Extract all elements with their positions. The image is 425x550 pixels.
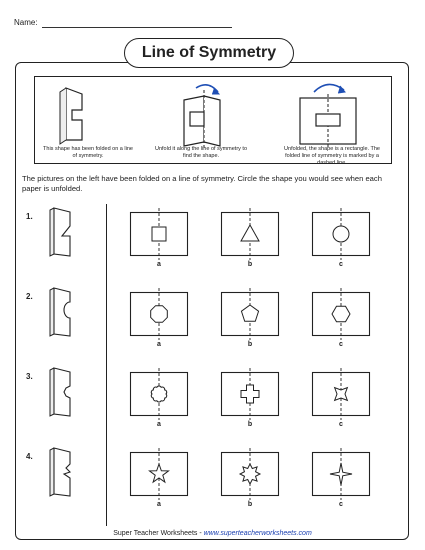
option-label-a: a: [157, 421, 161, 428]
example-caption-1: This shape has been folded on a line of symmetry.: [43, 146, 133, 159]
footer-text: Super Teacher Worksheets -: [113, 530, 204, 537]
folded-paper-icon: [44, 206, 74, 258]
hexagon-shape: [332, 306, 350, 322]
example-caption-3: Unfolded, the shape is a rectangle. The folded line of symmetry is marked by a dashed line.: [284, 146, 380, 166]
option-label-a: a: [157, 261, 161, 268]
option-label-b: b: [247, 501, 253, 508]
option-b[interactable]: [221, 452, 279, 496]
option-label-c: c: [339, 341, 343, 348]
option-label-a: a: [157, 501, 161, 508]
option-a[interactable]: [130, 372, 188, 416]
question-number: 2.: [26, 292, 33, 301]
folded-shape-icon: [58, 84, 98, 148]
folded-paper-icon: [44, 286, 74, 338]
option-label-c: c: [339, 421, 343, 428]
option-label-c: c: [339, 501, 343, 508]
scalloped-circle-shape: [151, 386, 166, 402]
option-c[interactable]: [312, 372, 370, 416]
column-divider: [106, 204, 107, 526]
option-a[interactable]: [130, 452, 188, 496]
option-label-c: c: [339, 261, 343, 268]
folded-paper-icon: [44, 446, 74, 498]
name-field-line[interactable]: [42, 27, 232, 28]
footer: [0, 530, 425, 537]
notched-cross-shape: [335, 388, 348, 401]
option-b[interactable]: [221, 212, 279, 256]
page-title: Line of Symmetry: [124, 38, 294, 68]
octagon-shape: [151, 306, 168, 323]
circle-shape: [333, 226, 349, 242]
footer-link[interactable]: www.superteacherworksheets.com: [203, 530, 312, 537]
option-c[interactable]: [312, 292, 370, 336]
option-b[interactable]: [221, 292, 279, 336]
option-label-a: a: [157, 341, 161, 348]
option-b[interactable]: [221, 372, 279, 416]
option-c[interactable]: [312, 212, 370, 256]
folded-paper-icon: [44, 366, 74, 418]
eight-point-star-shape: [240, 464, 260, 484]
question-number: 1.: [26, 212, 33, 221]
instructions: The pictures on the left have been folded on a line of symmetry. Circle the shape you would see when each paper is unfolded.: [22, 174, 382, 194]
option-c[interactable]: [312, 452, 370, 496]
option-a[interactable]: [130, 292, 188, 336]
question-number: 3.: [26, 372, 33, 381]
square-shape: [152, 227, 166, 241]
option-label-b: b: [247, 261, 253, 268]
option-a[interactable]: [130, 212, 188, 256]
example-caption-2: Unfold it along the line of symmetry to find the shape.: [155, 146, 248, 159]
question-number: 4.: [26, 452, 33, 461]
name-label: Name:: [14, 18, 38, 27]
unfold-arrow-icon: [176, 80, 226, 150]
option-label-b: b: [247, 341, 253, 348]
option-label-b: b: [247, 421, 253, 428]
unfolded-rectangle-icon: [296, 78, 360, 148]
